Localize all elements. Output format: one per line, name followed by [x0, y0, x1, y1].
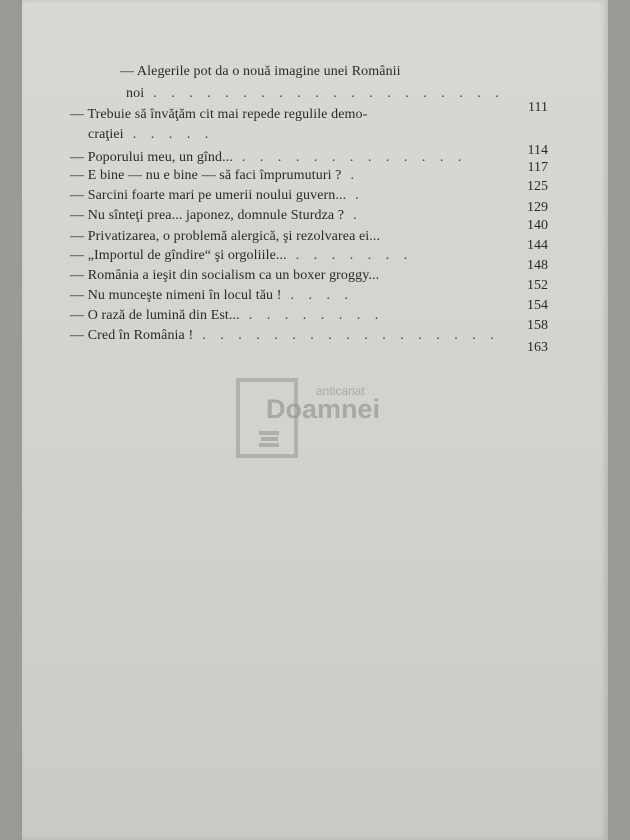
toc-entry-3	[70, 150, 467, 166]
toc-entry-4-text: — E bine — nu e bine — să faci împrumuturi ?	[70, 168, 342, 183]
toc-entry-8-text: — „Importul de gîndire“ şi orgoliile...	[70, 248, 287, 263]
toc-entry-11-text: — O rază de lumină din Est...	[70, 308, 240, 323]
toc-entry-10	[70, 288, 354, 304]
toc-entry-1-line-2	[126, 86, 504, 102]
toc-entry-2-line-2-text: craţiei	[88, 127, 124, 142]
toc-entry-5	[70, 188, 364, 204]
dot-leader: . . . . . . . . . . . . . . . . . . . .	[144, 86, 505, 101]
toc-entry-6	[70, 208, 362, 224]
toc-entry-2-line-2	[88, 127, 214, 143]
watermark-big-text: Doamnei	[266, 394, 381, 424]
toc-entry-10-page: 154	[527, 298, 548, 313]
toc-entry-2-page: 114	[527, 143, 548, 158]
toc-entry-1-line-2-text: noi	[126, 86, 145, 101]
dot-leader: . . . . . . . . . . . . . . . . .	[193, 328, 500, 343]
toc-entry-3-page: 117	[527, 160, 548, 175]
toc-entry-5-text: — Sarcini foarte mari pe umerii noului guvern...	[70, 188, 347, 203]
toc-entry-5-page: 129	[527, 200, 548, 215]
watermark-small-text: anticariat	[316, 384, 365, 398]
table-of-contents	[22, 0, 608, 400]
toc-entry-1-page: 111	[528, 100, 548, 115]
toc-entry-7: — Privatizarea, o problemă alergică, şi rezolvarea ei...	[70, 229, 381, 244]
toc-entry-6-page: 140	[527, 218, 548, 233]
toc-entry-11-page: 158	[527, 318, 548, 333]
books-icon	[258, 430, 280, 448]
dot-leader: .	[341, 168, 360, 183]
dot-leader: . . . . .	[123, 127, 214, 142]
toc-entry-1-line-1: — Alegerile pot da o nouă imagine unei Românii	[120, 64, 401, 79]
toc-entry-8-page: 148	[527, 258, 548, 273]
toc-entry-12-page: 163	[527, 340, 548, 355]
toc-entry-10-text: — Nu munceşte nimeni în locul tău !	[70, 288, 282, 303]
watermark-logo	[236, 378, 426, 460]
dot-leader: . . . .	[281, 288, 354, 303]
toc-entry-12	[70, 328, 499, 344]
toc-entry-2-line-1: — Trebuie să învăţăm cit mai repede regulile demo-	[70, 107, 368, 122]
book-page	[22, 0, 608, 840]
toc-entry-8	[70, 248, 413, 264]
toc-entry-3-text: — Poporului meu, un gînd...	[70, 150, 233, 165]
dot-leader: .	[344, 208, 363, 223]
toc-entry-4-page: 125	[527, 179, 548, 194]
dot-leader: . . . . . . . . . . . . .	[232, 150, 467, 165]
toc-entry-9: — România a ieşit din socialism ca un boxer groggy...	[70, 268, 380, 283]
toc-entry-11	[70, 308, 384, 324]
toc-entry-9-page: 152	[527, 278, 548, 293]
dot-leader: . . . . . . .	[286, 248, 413, 263]
toc-entry-6-text: — Nu sînteţi prea... japonez, domnule Sturdza ?	[70, 208, 345, 223]
dot-leader: . . . . . . . .	[239, 308, 384, 323]
dot-leader: .	[346, 188, 365, 203]
toc-entry-7-page: 144	[527, 238, 548, 253]
toc-entry-4	[70, 168, 360, 184]
toc-entry-12-text: — Cred în România !	[70, 328, 194, 343]
